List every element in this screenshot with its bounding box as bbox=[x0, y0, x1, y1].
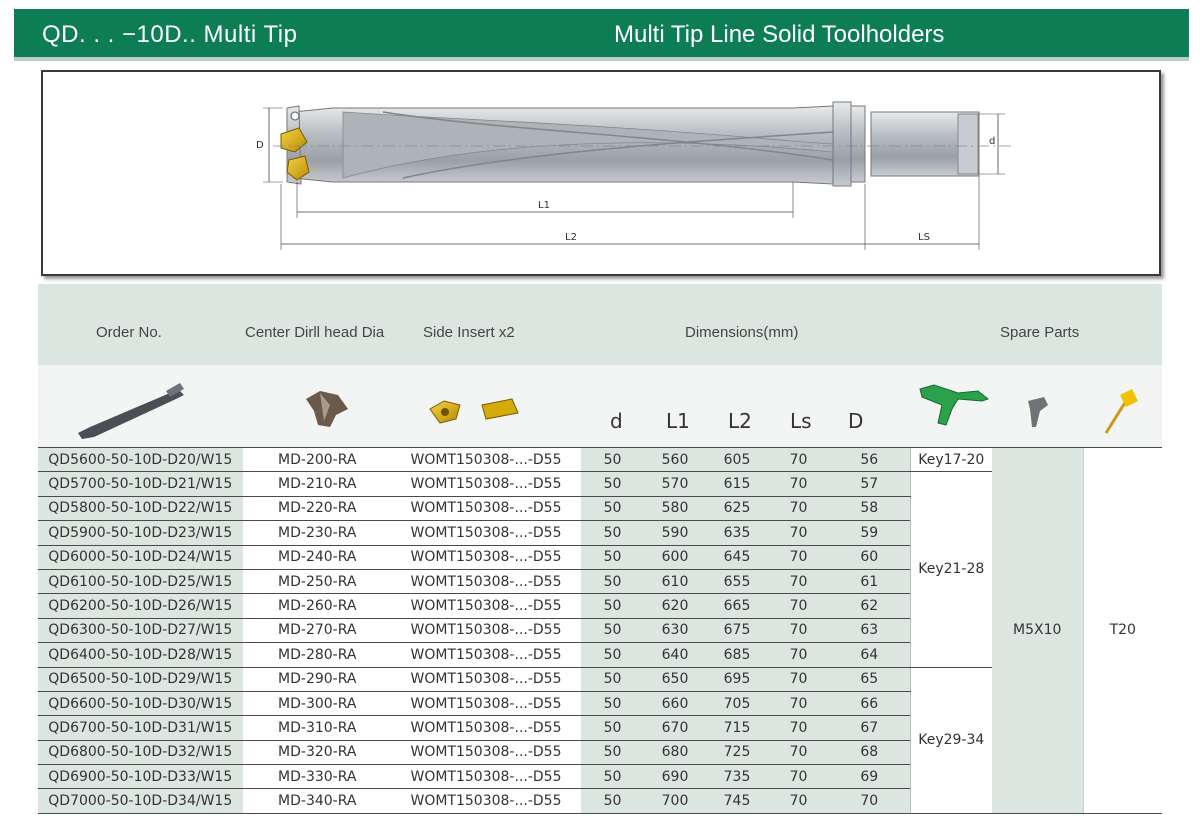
key-spare-cell: Key29-34 bbox=[910, 667, 992, 813]
dim-header-d: d bbox=[610, 409, 623, 433]
dim-header-Ls: Ls bbox=[790, 409, 812, 433]
dim-d-cell: 50 bbox=[581, 569, 644, 593]
page-header bbox=[14, 9, 1189, 61]
table-header-row bbox=[38, 284, 1162, 365]
dim-D-cell: 68 bbox=[829, 740, 910, 764]
center-head-cell: MD-250-RA bbox=[243, 569, 391, 593]
dim-L2-label: L2 bbox=[565, 232, 577, 243]
dim-L1-label: L1 bbox=[538, 200, 550, 211]
center-head-cell: MD-320-RA bbox=[243, 740, 391, 764]
dim-Ls-cell: 70 bbox=[768, 667, 829, 691]
dim-L1-cell: 680 bbox=[644, 740, 706, 764]
screw-spare-cell: M5X10 bbox=[992, 448, 1083, 814]
order-no-cell: QD5600-50-10D-D20/W15 bbox=[38, 448, 243, 472]
dim-d-cell: 50 bbox=[581, 691, 644, 715]
dim-L1-cell: 580 bbox=[644, 496, 706, 520]
center-head-cell: MD-230-RA bbox=[243, 521, 391, 545]
toolholder-thumbnail-icon bbox=[78, 383, 184, 439]
dim-L2-cell: 745 bbox=[706, 789, 768, 813]
dim-L1-cell: 700 bbox=[644, 789, 706, 813]
side-insert-cell: WOMT150308-...-D55 bbox=[391, 496, 581, 520]
side-insert-cell: WOMT150308-...-D55 bbox=[391, 618, 581, 642]
dim-D-cell: 58 bbox=[829, 496, 910, 520]
dim-Ls-cell: 70 bbox=[768, 789, 829, 813]
order-no-cell: QD6400-50-10D-D28/W15 bbox=[38, 643, 243, 667]
order-no-cell: QD6300-50-10D-D27/W15 bbox=[38, 618, 243, 642]
center-head-cell: MD-220-RA bbox=[243, 496, 391, 520]
dim-Ls-cell: 70 bbox=[768, 618, 829, 642]
center-head-cell: MD-280-RA bbox=[243, 643, 391, 667]
dim-L2-cell: 705 bbox=[706, 691, 768, 715]
torx-key-icon bbox=[1106, 389, 1138, 433]
side-insert-cell: WOMT150308-...-D55 bbox=[391, 545, 581, 569]
dim-L1-cell: 670 bbox=[644, 716, 706, 740]
dim-D-cell: 67 bbox=[829, 716, 910, 740]
center-head-cell: MD-330-RA bbox=[243, 765, 391, 789]
dim-Ls-cell: 70 bbox=[768, 545, 829, 569]
header-dimensions: Dimensions(mm) bbox=[685, 324, 799, 341]
side-insert-cell: WOMT150308-...-D55 bbox=[391, 643, 581, 667]
side-insert-cell: WOMT150308-...-D55 bbox=[391, 716, 581, 740]
dim-D-cell: 56 bbox=[829, 448, 910, 472]
dim-L1-cell: 600 bbox=[644, 545, 706, 569]
dim-d-cell: 50 bbox=[581, 789, 644, 813]
dim-d-cell: 50 bbox=[581, 740, 644, 764]
dim-D-cell: 65 bbox=[829, 667, 910, 691]
dim-L2-cell: 605 bbox=[706, 448, 768, 472]
dim-L2-cell: 725 bbox=[706, 740, 768, 764]
order-no-cell: QD6000-50-10D-D24/W15 bbox=[38, 545, 243, 569]
dim-L2-cell: 625 bbox=[706, 496, 768, 520]
center-head-cell: MD-210-RA bbox=[243, 472, 391, 496]
dim-d-cell: 50 bbox=[581, 545, 644, 569]
order-no-cell: QD7000-50-10D-D34/W15 bbox=[38, 789, 243, 813]
dim-Ls-cell: 70 bbox=[768, 472, 829, 496]
dim-d-cell: 50 bbox=[581, 643, 644, 667]
dim-L1-cell: 660 bbox=[644, 691, 706, 715]
dim-L2-cell: 715 bbox=[706, 716, 768, 740]
dim-L2-cell: 685 bbox=[706, 643, 768, 667]
dim-Ls-cell: 70 bbox=[768, 569, 829, 593]
center-head-cell: MD-290-RA bbox=[243, 667, 391, 691]
dim-D-cell: 60 bbox=[829, 545, 910, 569]
order-no-cell: QD6200-50-10D-D26/W15 bbox=[38, 594, 243, 618]
dim-L1-cell: 590 bbox=[644, 521, 706, 545]
dim-Ls-cell: 70 bbox=[768, 740, 829, 764]
dim-L1-cell: 690 bbox=[644, 765, 706, 789]
key-spare-cell: Key21-28 bbox=[910, 472, 992, 667]
dim-D-cell: 61 bbox=[829, 569, 910, 593]
dim-D-label: D bbox=[256, 140, 264, 151]
dim-D-cell: 57 bbox=[829, 472, 910, 496]
collar bbox=[833, 102, 851, 186]
dim-L1-cell: 610 bbox=[644, 569, 706, 593]
side-insert-cell: WOMT150308-...-D55 bbox=[391, 667, 581, 691]
side-insert-cell: WOMT150308-...-D55 bbox=[391, 765, 581, 789]
side-insert-cell: WOMT150308-...-D55 bbox=[391, 569, 581, 593]
wrench-key-icon bbox=[920, 385, 988, 425]
dim-d-cell: 50 bbox=[581, 594, 644, 618]
dim-d-label: d bbox=[989, 136, 996, 147]
dim-D-cell: 62 bbox=[829, 594, 910, 618]
data-table bbox=[38, 447, 1162, 814]
side-insert-cell: WOMT150308-...-D55 bbox=[391, 789, 581, 813]
center-head-cell: MD-340-RA bbox=[243, 789, 391, 813]
order-no-cell: QD6100-50-10D-D25/W15 bbox=[38, 569, 243, 593]
series-title: QD. . . −10D.. Multi Tip bbox=[42, 21, 298, 48]
dim-D-cell: 59 bbox=[829, 521, 910, 545]
center-head-cell: MD-240-RA bbox=[243, 545, 391, 569]
dim-header-L2: L2 bbox=[728, 409, 752, 433]
dim-L2-cell: 665 bbox=[706, 594, 768, 618]
dim-d-cell: 50 bbox=[581, 618, 644, 642]
dim-L1-cell: 640 bbox=[644, 643, 706, 667]
table-row bbox=[38, 448, 1162, 472]
order-no-cell: QD5800-50-10D-D22/W15 bbox=[38, 496, 243, 520]
dim-header-L1: L1 bbox=[666, 409, 690, 433]
side-insert-icon bbox=[430, 399, 518, 423]
dim-L1-cell: 650 bbox=[644, 667, 706, 691]
order-no-cell: QD6800-50-10D-D32/W15 bbox=[38, 740, 243, 764]
center-head-cell: MD-310-RA bbox=[243, 716, 391, 740]
order-no-cell: QD6900-50-10D-D33/W15 bbox=[38, 765, 243, 789]
dim-Ls-cell: 70 bbox=[768, 594, 829, 618]
order-no-cell: QD6700-50-10D-D31/W15 bbox=[38, 716, 243, 740]
order-no-cell: QD6500-50-10D-D29/W15 bbox=[38, 667, 243, 691]
dim-header-D: D bbox=[848, 409, 864, 433]
key-spare-cell: Key17-20 bbox=[910, 448, 992, 472]
center-head-cell: MD-300-RA bbox=[243, 691, 391, 715]
product-line-title: Multi Tip Line Solid Toolholders bbox=[614, 21, 945, 48]
dim-D-cell: 66 bbox=[829, 691, 910, 715]
dim-L2-cell: 655 bbox=[706, 569, 768, 593]
order-no-cell: QD5700-50-10D-D21/W15 bbox=[38, 472, 243, 496]
dim-d-cell: 50 bbox=[581, 472, 644, 496]
dim-L2-cell: 645 bbox=[706, 545, 768, 569]
header-order-no: Order No. bbox=[96, 324, 162, 341]
dim-d-cell: 50 bbox=[581, 667, 644, 691]
dim-Ls-cell: 70 bbox=[768, 496, 829, 520]
center-head-cell: MD-200-RA bbox=[243, 448, 391, 472]
dim-L2-cell: 635 bbox=[706, 521, 768, 545]
dim-D-cell: 70 bbox=[829, 789, 910, 813]
side-insert-cell: WOMT150308-...-D55 bbox=[391, 691, 581, 715]
dim-d-cell: 50 bbox=[581, 716, 644, 740]
center-head-cell: MD-270-RA bbox=[243, 618, 391, 642]
shank-flat bbox=[958, 114, 978, 174]
dim-D-cell: 69 bbox=[829, 765, 910, 789]
table-icon-row bbox=[38, 365, 1162, 447]
torx-spare-cell: T20 bbox=[1083, 448, 1162, 814]
dim-LS-label: LS bbox=[918, 232, 930, 243]
toolholder-drawing bbox=[41, 70, 1161, 276]
dim-L1-cell: 630 bbox=[644, 618, 706, 642]
dim-L2-cell: 615 bbox=[706, 472, 768, 496]
side-insert-cell: WOMT150308-...-D55 bbox=[391, 521, 581, 545]
order-no-cell: QD5900-50-10D-D23/W15 bbox=[38, 521, 243, 545]
dim-L2-cell: 695 bbox=[706, 667, 768, 691]
dim-d-cell: 50 bbox=[581, 521, 644, 545]
dim-D-cell: 63 bbox=[829, 618, 910, 642]
dim-D-cell: 64 bbox=[829, 643, 910, 667]
side-insert-cell: WOMT150308-...-D55 bbox=[391, 448, 581, 472]
dim-Ls-cell: 70 bbox=[768, 716, 829, 740]
header-center-head: Center Dirll head Dia bbox=[245, 324, 385, 341]
dim-Ls-cell: 70 bbox=[768, 448, 829, 472]
header-side-insert: Side Insert x2 bbox=[423, 324, 515, 341]
side-insert-cell: WOMT150308-...-D55 bbox=[391, 594, 581, 618]
center-drill-head-icon bbox=[306, 391, 348, 427]
order-no-cell: QD6600-50-10D-D30/W15 bbox=[38, 691, 243, 715]
toolholder-diagram bbox=[43, 72, 1163, 278]
dim-d-cell: 50 bbox=[581, 765, 644, 789]
dim-L2-cell: 675 bbox=[706, 618, 768, 642]
dim-Ls-cell: 70 bbox=[768, 765, 829, 789]
spec-table bbox=[38, 284, 1162, 814]
header-spare-parts: Spare Parts bbox=[1000, 324, 1080, 341]
dim-Ls-cell: 70 bbox=[768, 643, 829, 667]
side-insert-cell: WOMT150308-...-D55 bbox=[391, 472, 581, 496]
dim-d-cell: 50 bbox=[581, 496, 644, 520]
dim-L1-cell: 620 bbox=[644, 594, 706, 618]
dim-d-cell: 50 bbox=[581, 448, 644, 472]
dim-Ls-cell: 70 bbox=[768, 691, 829, 715]
coolant-hole bbox=[291, 112, 299, 120]
collar-ring bbox=[851, 106, 865, 182]
screw-icon bbox=[1028, 397, 1048, 427]
dim-L1-cell: 560 bbox=[644, 448, 706, 472]
side-insert-cell: WOMT150308-...-D55 bbox=[391, 740, 581, 764]
dim-Ls-cell: 70 bbox=[768, 521, 829, 545]
center-head-cell: MD-260-RA bbox=[243, 594, 391, 618]
dim-L2-cell: 735 bbox=[706, 765, 768, 789]
dim-L1-cell: 570 bbox=[644, 472, 706, 496]
